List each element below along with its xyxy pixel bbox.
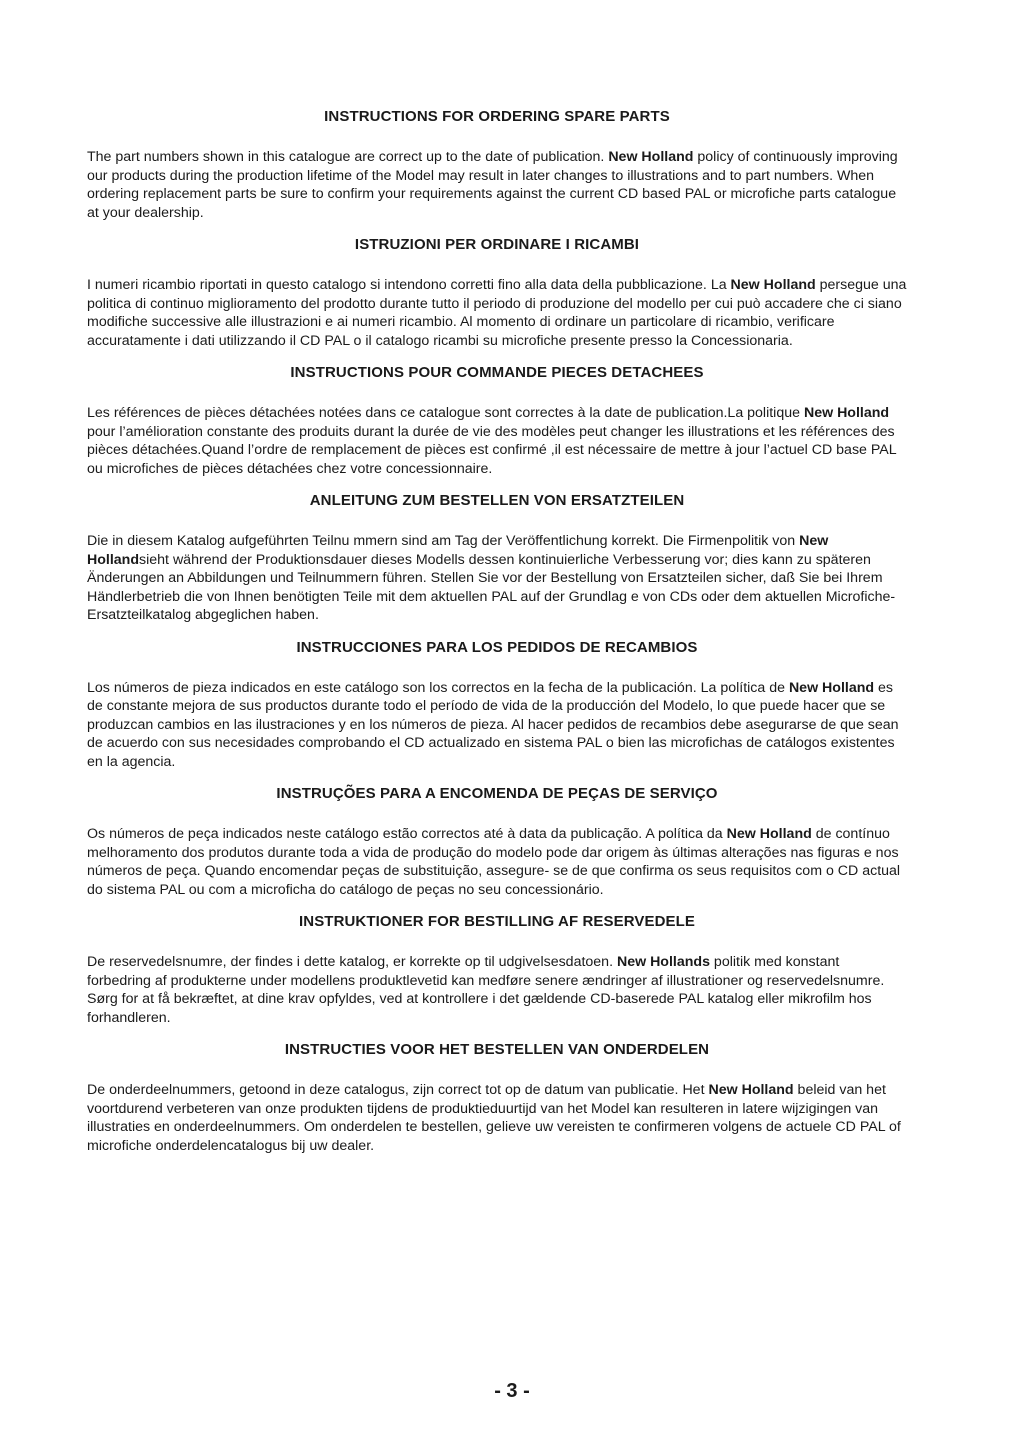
paragraph-text: The part numbers shown in this catalogue are correct up to the date of publication. [87,149,609,165]
section-heading: INSTRUCTIONS FOR ORDERING SPARE PARTS [324,108,670,125]
page-number: - 3 - [494,1380,530,1402]
section-portuguese [87,785,907,899]
brand-name: New Holland [608,149,694,165]
section-english [87,108,907,222]
paragraph-text: Die in diesem Katalog aufgeführten Teilnu mmern sind am Tag der Veröffentlichung korrekt. Die Firmenpolitik von [87,533,800,549]
paragraph-text: De onderdeelnummers, getoond in deze catalogus, zijn correct tot op de datum van publicatie. Het [87,1082,709,1098]
document-page [87,108,907,1169]
brand-name: New Holland [708,1082,794,1098]
section-german [87,492,907,625]
section-paragraph [87,1081,907,1155]
section-italian [87,236,907,350]
paragraph-text: sieht während der Produktionsdauer dieses Modells dessen kontinuierliche Verbesserung vor; dies kann zu späteren Änderungen an Abbildungen und Teilnummern führen. Stellen Sie vor der Bestellung von Ersatzteilen sicher, daß Sie bei Ihrem Händlerbetrieb die von Ihnen benötigten Teile mit dem aktuellen PAL auf der Grundlag e von CDs oder dem aktuellen Microfiche-Ersatzteilkatalog abgeglichen haben. [87,551,896,623]
paragraph-text: politik med konstant forbedring af produkterne under modellens produktlevetid kan medføre senere ændringer af illustrationer og reservedelsnumre. Sørg for at få bekræftet, at dine krav opfyldes, ved at kontrollere i det gældende CD-baserede PAL katalog eller mikrofilm hos forhandleren. [87,954,885,1026]
paragraph-text: I numeri ricambio riportati in questo catalogo si intendono corretti fino alla data della pubblicazione. La [87,277,731,293]
paragraph-text: De reservedelsnumre, der findes i dette katalog, er korrekte op til udgivelsesdatoen. [87,954,617,970]
paragraph-text: pour l’amélioration constante des produits durant la durée de vie des modèles peut changer les illustrations et les références des pièces détachées.Quand l’ordre de remplacement de pièces est confirmé ,il est nécessaire de mettre à jour l’actuel CD base PAL ou microfiches de pièces détachées chez votre concessionnaire. [87,423,897,477]
section-dutch [87,1041,907,1155]
paragraph-text: persegue una politica di continuo miglioramento del prodotto durante tutto il periodo di produzione del modello per cui può accadere che ci siano modifiche successive alle illustrazioni e ai numeri ricambio. Al momento di ordinare un particolare di ricambio, verificare accuratamente i dati utilizzando il CD PAL o il catalogo ricambi su microfiche presente presso la Concessionaria. [87,277,907,349]
section-paragraph [87,276,907,350]
section-heading: INSTRUCCIONES PARA LOS PEDIDOS DE RECAMBIOS [296,638,698,656]
brand-name: New Holland [803,405,890,421]
section-paragraph [87,825,907,899]
section-heading: INSTRUCTIONS POUR COMMANDE PIECES DETACHEES [290,364,704,381]
paragraph-text: policy of continuously improving our products during the production lifetime of the Model may result in later changes to illustrations and to part numbers. When ordering replacement parts be sure to confirm your requirements against the current CD based PAL or microfiche parts catalogue at your dealership. [87,149,898,221]
brand-name: New Hollands [616,954,710,970]
section-heading: INSTRUKTIONER FOR BESTILLING AF RESERVEDELE [299,913,695,930]
section-paragraph [87,679,907,772]
brand-name: New Holland [788,679,875,696]
section-paragraph [87,532,907,625]
section-heading: INSTRUCTIES VOOR HET BESTELLEN VAN ONDERDELEN [284,1041,710,1058]
section-french [87,364,907,478]
brand-name: New Holland [87,533,829,568]
section-paragraph [87,404,907,478]
section-spanish [87,639,907,772]
paragraph-text: beleid van het voortdurend verbeteren van onze produkten tijdens de produktieduurtijd van het Model kan resulteren in latere wijzigingen van illustraties en onderdeelnummers. Om onderdelen te bestellen, gelieve uw vereisten te confirmeren volgens de actuele CD PAL of microfiche onderdelencatalogus bij uw dealer. [87,1082,901,1154]
paragraph-text: es de constante mejora de sus productos durante todo el período de vida de la producción del Modelo, lo que puede hacer que se produzcan cambios en las ilustraciones y en los números de pieza. Al hacer pedidos de recambios debe asegurarse de que sean de acuerdo con sus necesidades comprobando el CD actualizado en sistema PAL o bien las microfichas de catálogos existentes en la agencia. [87,679,899,770]
section-heading: ANLEITUNG ZUM BESTELLEN VON ERSATZTEILEN [309,492,685,509]
paragraph-text: de contínuo melhoramento dos produtos durante toda a vida de produção do modelo pode dar origem às últimas alterações nas figuras e nos números de peça. Quando encomendar peças de substituição, assegure- se de que confirma os seus requisitos com o CD actual do sistema PAL ou com a microficha do catálogo de peças no seu concessionário. [87,826,901,898]
section-paragraph [87,148,907,222]
brand-name: New Holland [730,277,816,293]
brand-name: New Holland [726,826,812,842]
section-heading: INSTRUÇÕES PARA A ENCOMENDA DE PEÇAS DE SERVIÇO [276,785,718,802]
paragraph-text: Los números de pieza indicados en este catálogo son los correctos en la fecha de la publicación. La política de [87,679,789,696]
paragraph-text: Les références de pièces détachées notées dans ce catalogue sont correctes à la date de publication.La politique [87,405,804,421]
section-heading: ISTRUZIONI PER ORDINARE I RICAMBI [354,236,640,253]
paragraph-text: Os números de peça indicados neste catálogo estão correctos até à data da publicação. A política da [87,826,727,842]
section-paragraph [87,953,907,1027]
section-danish [87,913,907,1027]
